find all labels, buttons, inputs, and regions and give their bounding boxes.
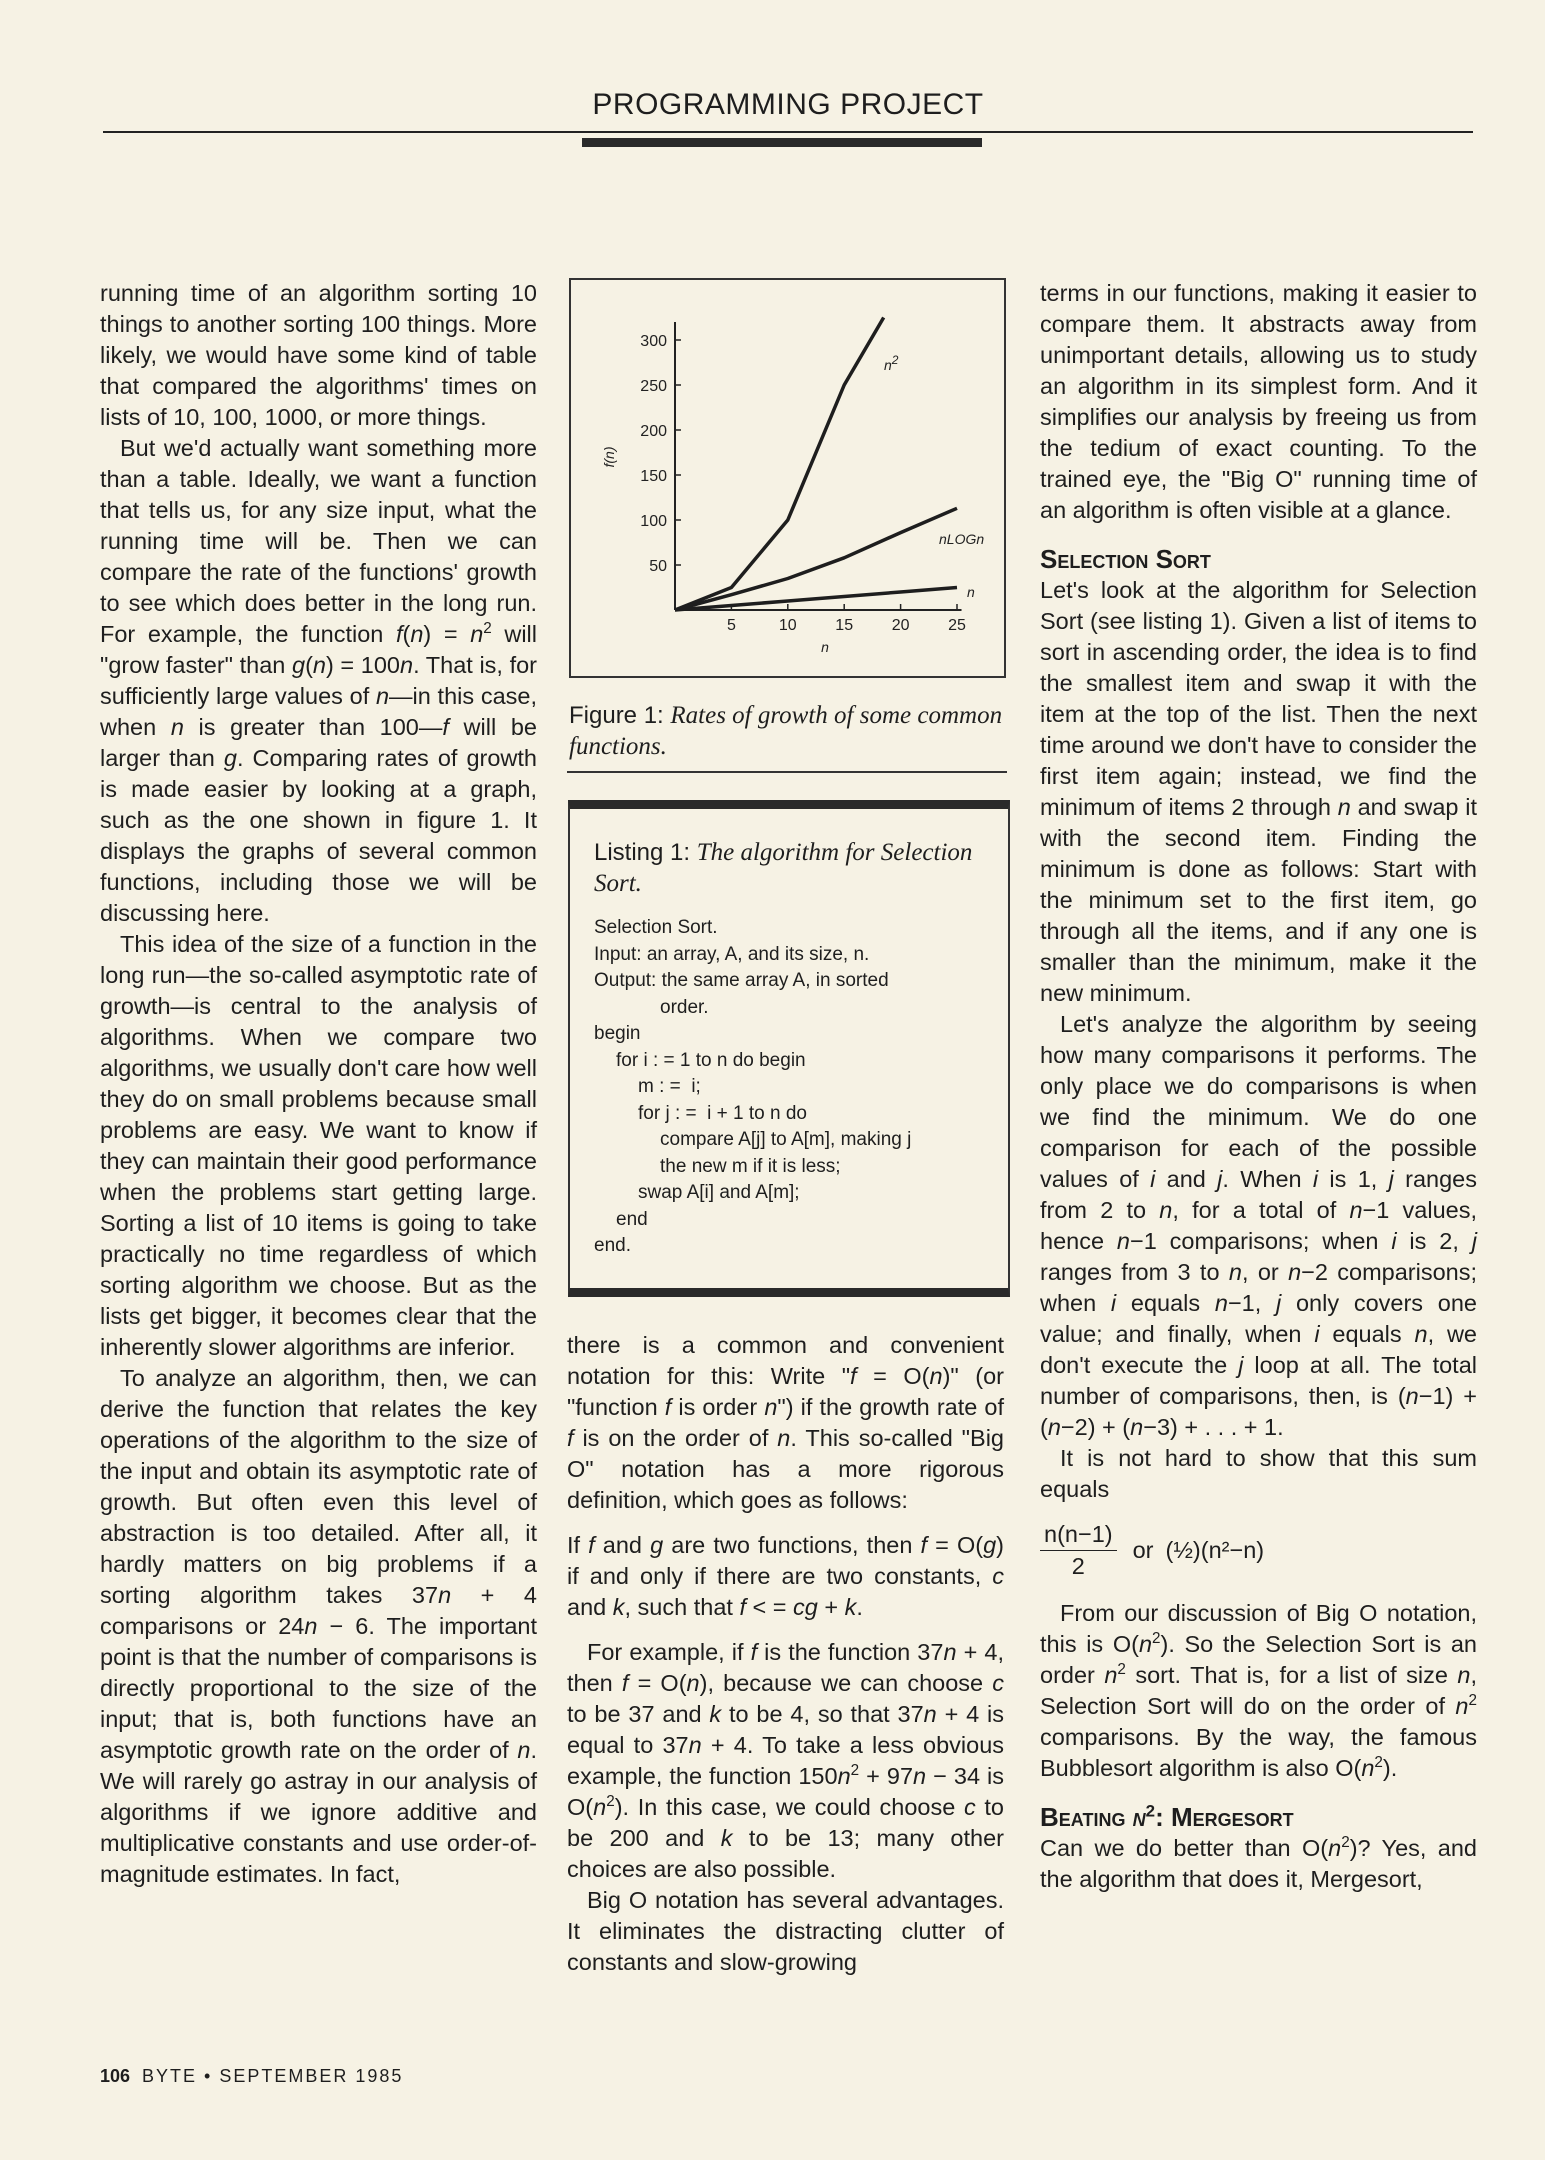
page-footer	[100, 2066, 403, 2087]
math-variable: g	[983, 1532, 997, 1558]
math-variable: n	[1457, 1662, 1471, 1688]
math-variable: n	[837, 1763, 851, 1789]
paragraph: Let's analyze the algorithm by seeing how many comparisons it performs. The only place we do comparisons is when we find the minimum. We do one comparison for each of the possible values of i and j. When i is 1, j ranges from 2 to n, for a total of n−1 values, hence n−1 comparisons; when i is 2, j ranges from 3 to n, or n−2 comparisons; when i equals n−1, j only covers one value; and finally, when i equals n, we don't execute the j loop at all. The total number of comparisons, then, is (n−1) + (n−2) + (n−3) + . . . + 1.	[1040, 1011, 1478, 1440]
series-label-n: n	[967, 584, 975, 600]
caption-label: Figure 1:	[569, 702, 664, 729]
y-tick-label: 50	[649, 558, 667, 575]
math-variable: n	[1328, 1835, 1342, 1861]
paragraph: This idea of the size of a function in the long run—the so-called asymptotic rate of growth—is central to the analysis of algorithms. When we compare two algorithms, we usually don't care how well they do on small problems because small problems are easy. We want to know if they can maintain their good performance when the problems start getting large. Sorting a list of 10 items is going to take practically no time regardless of which sorting algorithm we choose. But as the lists get bigger, it becomes clear that the inherently slower algorithms are inferior.	[100, 931, 537, 1360]
listing-code	[594, 915, 984, 1260]
running-header: PROGRAMMING PROJECT	[592, 88, 984, 121]
series-line-n2	[675, 318, 884, 611]
math-variable: k	[612, 1594, 625, 1620]
math-variable: n	[1349, 1197, 1363, 1223]
math-variable: n	[1455, 1693, 1469, 1719]
code-line: swap A[i] and A[m];	[638, 1182, 800, 1203]
math-variable: g	[223, 745, 237, 771]
listing-label: Listing 1:	[594, 839, 691, 866]
page-number: 106	[100, 2066, 131, 2086]
math-variable: n	[170, 714, 184, 740]
math-variable: n	[1214, 1290, 1228, 1316]
math-variable: j	[1238, 1352, 1244, 1378]
series-label-n2: n2	[884, 353, 899, 373]
math-variable: f	[920, 1532, 928, 1558]
math-variable: f	[395, 621, 403, 647]
math-variable: n	[1228, 1259, 1242, 1285]
math-variable: n	[593, 1794, 607, 1820]
math-variable: k	[844, 1594, 857, 1620]
x-tick-label: 25	[948, 617, 966, 634]
math-variable: n	[1130, 1414, 1144, 1440]
math-variable: n	[312, 652, 326, 678]
math-variable: cg	[793, 1594, 818, 1620]
caption-text: Rates of growth of some common functions.	[569, 702, 1003, 760]
heading-text: : Mergesort	[1155, 1802, 1294, 1832]
math-variable: n	[923, 1701, 937, 1727]
math-variable: f	[850, 1363, 857, 1389]
listing-1-box	[568, 800, 1010, 1297]
math-variable: f	[739, 1594, 746, 1620]
superscript: 2	[1468, 1692, 1477, 1710]
math-variable: n	[1047, 1414, 1061, 1440]
superscript: 2	[1117, 1661, 1126, 1679]
figure-caption	[569, 700, 1006, 762]
math-variable: f	[588, 1532, 595, 1558]
math-variable: f	[750, 1639, 758, 1665]
big-o-definition: If f and g are two functions, then f = O(g) if and only if there are two constants, c and k, such that f < = cg + k.	[567, 1532, 1004, 1620]
math-variable: n	[688, 1732, 702, 1758]
paragraph: Can we do better than $O(n^2)$? Yes, and the algorithm that does it, Mergesort,	[1040, 1834, 1478, 1892]
publication-line: BYTE • SEPTEMBER 1985	[142, 2066, 404, 2086]
x-axis-label: n	[821, 639, 829, 655]
math-variable: n	[1116, 1228, 1130, 1254]
math-variable: n	[764, 1394, 778, 1420]
math-variable: n	[777, 1425, 791, 1451]
section-heading-mergesort	[1040, 1802, 1477, 1833]
math-variable: c	[992, 1563, 1004, 1589]
middle-column	[567, 1330, 1004, 1978]
code-line: end	[616, 1208, 648, 1230]
math-variable: n	[517, 1737, 531, 1763]
math-variable: n	[470, 621, 484, 647]
superscript: 2	[483, 620, 492, 638]
math-variable: j	[1388, 1166, 1394, 1192]
math-variable: c	[963, 1794, 976, 1820]
left-column	[100, 278, 537, 1890]
section-heading-selection-sort: Selection Sort	[1040, 544, 1211, 574]
math-variable: i	[1110, 1290, 1117, 1316]
paragraph: terms in our functions, making it easier to compare them. It abstracts away from unimportant details, allowing us to study an algorithm in its simplest form. And it simplifies our analysis by freeing us from the tedium of exact counting. To the trained eye, the "Big O" running time of an algorithm is often visible at a glance.	[1040, 280, 1477, 523]
math-variable: n	[304, 1613, 318, 1639]
y-tick-label: 100	[640, 513, 667, 530]
math-variable: f	[442, 714, 449, 740]
math-variable: j	[1217, 1166, 1223, 1192]
x-tick-label: 20	[891, 617, 910, 634]
code-line: m : = i;	[638, 1076, 701, 1097]
math-variable: n	[1414, 1321, 1428, 1347]
math-variable: c	[992, 1670, 1004, 1696]
figure-1-chart	[569, 278, 1006, 678]
math-variable: n	[1337, 794, 1351, 820]
code-line: Input: an array, A, and its size, n.	[594, 943, 870, 965]
listing-title	[594, 837, 984, 899]
math-variable: n	[410, 621, 424, 647]
paragraph: For example, if f is the function 37n + 4, then f = O(n), because we can choose c to be 37 and k to be 4, so that 37n + 4 is equal to 37n + 4. To take a less obvious example, the function $150n^2 + 97n - 34$ is $O(n^2)$. In this case, we could choose c to be 200 and k to be 13; many other choices are also possible.	[567, 1639, 1005, 1882]
x-tick-label: 5	[726, 617, 736, 634]
paragraph: Big O notation has several advantages. It eliminates the distracting clutter of constants and slow-growing	[567, 1887, 1004, 1975]
code-line: the new m if it is less;	[660, 1155, 841, 1177]
math-variable: g	[650, 1532, 664, 1558]
x-tick-label: 15	[835, 617, 854, 634]
y-tick-label: 200	[640, 423, 667, 440]
math-variable: k	[720, 1825, 733, 1851]
math-variable: j	[1276, 1290, 1282, 1316]
header-bar	[582, 138, 982, 147]
denominator: 2	[1071, 1553, 1085, 1579]
math-variable: n	[1288, 1259, 1302, 1285]
code-line: order.	[660, 996, 709, 1018]
y-axis-label: f(n)	[601, 446, 617, 468]
code-line: end.	[594, 1235, 631, 1256]
math-variable: i	[1314, 1321, 1320, 1347]
math-variable: n	[400, 652, 414, 678]
formula-alt: (½)(n²−n)	[1165, 1537, 1265, 1563]
math-variable: f	[621, 1670, 629, 1696]
math-variable: n	[929, 1363, 943, 1389]
paragraph: But we'd actually want something more than a table. Ideally, we want a function that tells us, for any size input, what the running time will be. Then we can compare the rate of the functions' growth to see which does better in the long run. For example, the function $f(n) = n^2$ will "grow faster" than g(n) = 100n. That is, for sufficiently large values of n—in this case, when n is greater than 100—f will be larger than g. Comparing rates of growth is made easier by looking at a graph, such as the one shown in figure 1. It displays the graphs of several common functions, including those we will be discussing here.	[100, 435, 537, 926]
x-tick-label: 10	[778, 617, 797, 634]
math-variable: f	[664, 1394, 672, 1420]
sum-formula	[1040, 1519, 1477, 1582]
math-variable: i	[1150, 1166, 1156, 1192]
superscript: 2	[606, 1793, 615, 1811]
math-variable: n	[1159, 1197, 1173, 1223]
right-column	[1040, 278, 1477, 1895]
code-line: for j : = i + 1 to n do	[638, 1102, 807, 1124]
math-variable: f	[567, 1425, 574, 1451]
superscript: 2	[1374, 1754, 1383, 1772]
superscript: 2	[1341, 1834, 1350, 1852]
numerator: n(n−1)	[1040, 1519, 1117, 1551]
y-tick-label: 150	[640, 468, 667, 485]
math-variable: i	[1391, 1228, 1397, 1254]
y-tick-label: 250	[640, 378, 667, 395]
math-variable: k	[709, 1701, 722, 1727]
math-variable: i	[1312, 1166, 1319, 1192]
math-variable: n	[1138, 1631, 1153, 1657]
superscript: 2	[850, 1762, 860, 1780]
paragraph: It is not hard to show that this sum equals	[1040, 1445, 1477, 1502]
math-variable: n	[943, 1639, 957, 1665]
code-line: Selection Sort.	[594, 917, 718, 938]
heading-text: Beating	[1040, 1802, 1133, 1832]
growth-chart-svg	[571, 280, 1008, 680]
math-variable: g	[292, 652, 306, 678]
code-line: begin	[594, 1023, 641, 1044]
fraction	[1040, 1519, 1117, 1582]
caption-rule	[567, 771, 1007, 773]
math-variable: j	[1471, 1228, 1477, 1254]
math-variable: n	[1104, 1662, 1118, 1688]
paragraph: running time of an algorithm sorting 10 things to another sorting 100 things. More likely, we would have some kind of table that compared the algorithms' times on lists of 10, 100, 1000, or more things.	[100, 280, 537, 430]
math-variable: n	[375, 683, 390, 709]
code-line: compare A[j] to A[m], making j	[660, 1129, 912, 1150]
header-rule	[103, 131, 1473, 133]
math-variable: n	[913, 1763, 927, 1789]
heading-var: n	[1132, 1802, 1146, 1832]
paragraph: From our discussion of Big O notation, this is $O(n^2)$. So the Selection Sort is an order $n^2$ sort. That is, for a list of size n, Selection Sort will do on the order of $n^2$ comparisons. By the way, the famous Bubblesort algorithm is also $O(n^2)$.	[1040, 1600, 1478, 1781]
code-line: for i : = 1 to n do begin	[616, 1049, 806, 1071]
math-variable: n	[1405, 1383, 1419, 1409]
code-line: Output: the same array A, in sorted	[594, 970, 889, 991]
superscript: 2	[1152, 1630, 1161, 1648]
formula-or: or	[1132, 1537, 1154, 1563]
paragraph: To analyze an algorithm, then, we can derive the function that relates the key operations of the algorithm to the size of the input and obtain its asymptotic rate of growth. But often even this level of abstraction is too detailed. After all, it hardly matters on big problems if a sorting algorithm takes 37n + 4 comparisons or 24n − 6. The important point is that the number of comparisons is directly proportional to the size of the input; that is, both functions have an asymptotic growth rate on the order of n. We will rarely go astray in our analysis of algorithms if we ignore additive and multiplicative constants and use order-of-magnitude estimates. In fact,	[100, 1365, 537, 1887]
paragraph: Let's look at the algorithm for Selection Sort (see listing 1). Given a list of items to sort in ascending order, the idea is to find the smallest item and swap it with the item at the top of the list. Then the next time around we don't have to consider the first item again; instead, we find the minimum of items 2 through n and swap it with the second item. Finding the minimum is done as follows: Start with the minimum set to the first item, go through all the items, and if any one is smaller than the minimum, make it the new minimum.	[1040, 577, 1477, 1006]
math-variable: n	[686, 1670, 700, 1696]
series-label-nLOGn: nLOGn	[939, 531, 985, 547]
paragraph: there is a common and convenient notation for this: Write "f = O(n)" (or "function f is order n") if the growth rate of f is on the order of n. This so-called "Big O" notation has a more rigorous definition, which goes as follows:	[567, 1332, 1004, 1513]
math-variable: n	[1361, 1755, 1375, 1781]
heading-sup: 2	[1145, 1801, 1156, 1821]
listing-caption: The algorithm for Selection Sort.	[594, 839, 973, 897]
math-variable: n	[438, 1582, 452, 1608]
y-tick-label: 300	[640, 333, 667, 350]
